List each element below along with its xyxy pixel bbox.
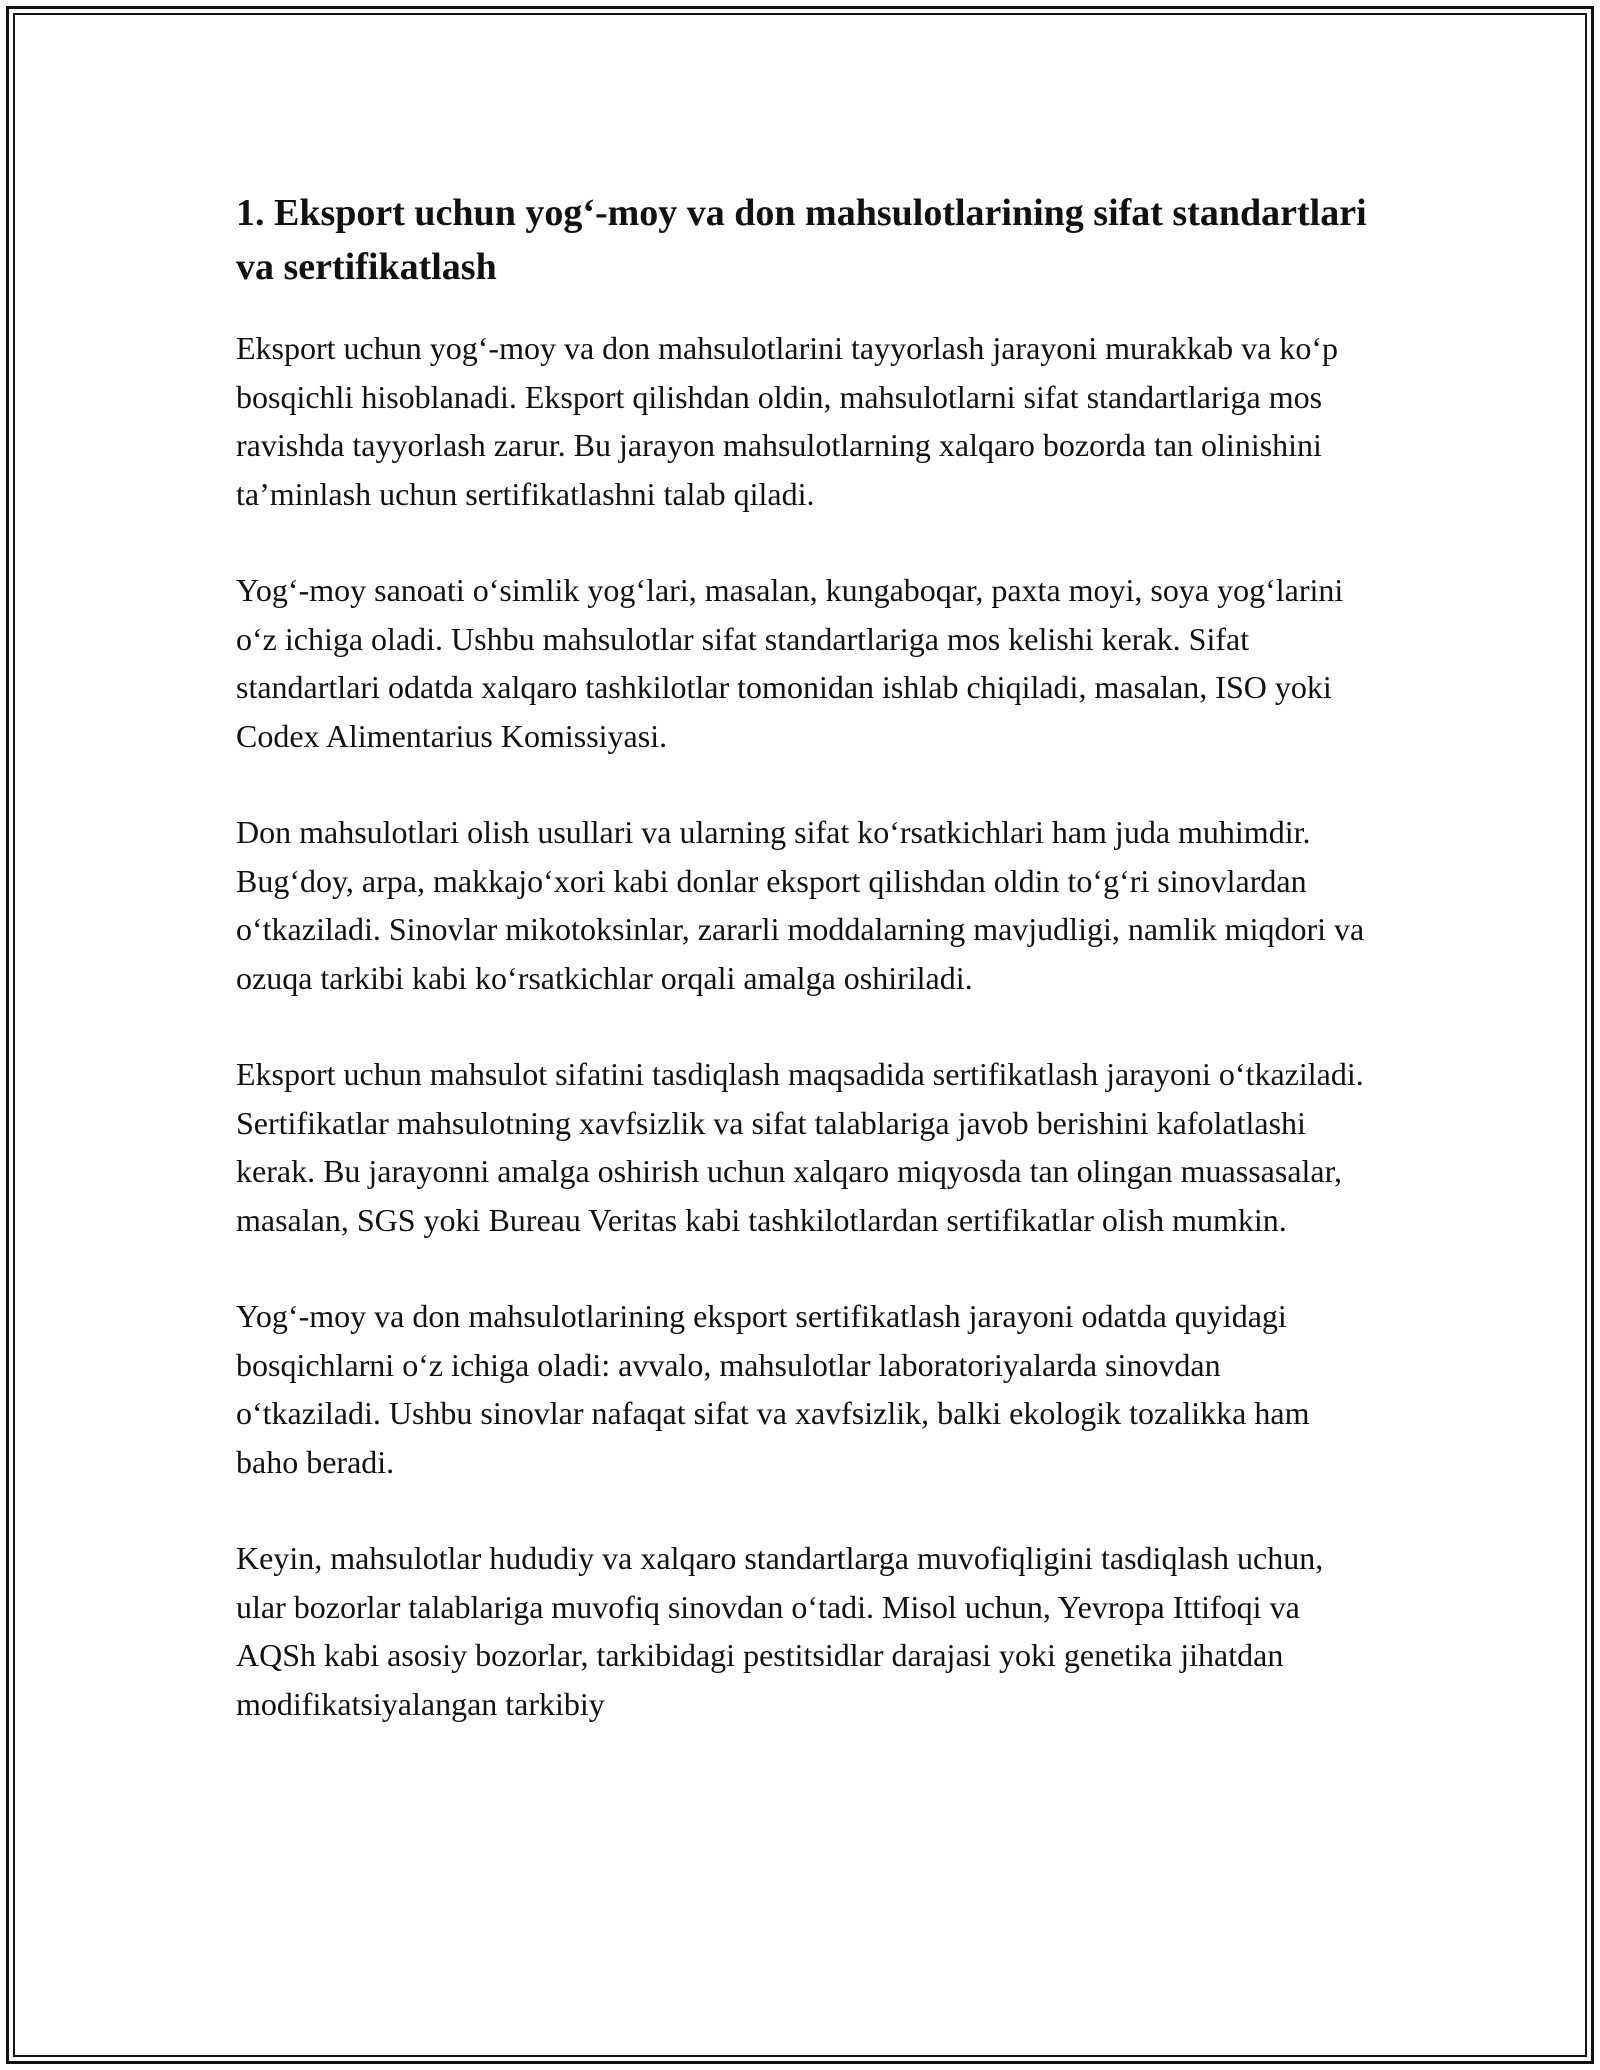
paragraph-5: Yog‘-moy va don mahsulotlarining eksport sertifikatlash jarayoni odatda quyidagi bosqichlarni o‘z ichiga oladi: avvalo, mahsulotlar laboratoriyalarda sinovdan o‘tkaziladi. Ushbu sinovlar nafaqat sifat va xavfsizlik, balki ekologik tozalikka ham baho beradi. <box>236 1298 1310 1480</box>
paragraph-3: Don mahsulotlari olish usullari va ularning sifat ko‘rsatkichlari ham juda muhimdir. Bug‘doy, arpa, makkajo‘xori kabi donlar eksport qilishdan oldin to‘g‘ri sinovlardan o‘tkaziladi. Sinovlar mikotoksinlar, zararli moddalarning mavjudligi, namlik miqdori va ozuqa tarkibi kabi ko‘rsatkichlar orqali amalga oshiriladi. <box>236 814 1365 996</box>
paragraph-2: Yog‘-moy sanoati o‘simlik yog‘lari, masalan, kungaboqar, paxta moyi, soya yog‘larini o‘z ichiga oladi. Ushbu mahsulotlar sifat standartlariga mos kelishi kerak. Sifat standartlari odatda xalqaro tashkilotlar tomonidan ishlab chiqiladi, masalan, ISO yoki Codex Alimentarius Komissiyasi. <box>236 572 1344 754</box>
paragraph-6: Keyin, mahsulotlar hududiy va xalqaro standartlarga muvofiqligini tasdiqlash uchun, ular bozorlar talablariga muvofiq sinovdan o‘tadi. Misol uchun, Yevropa Ittifoqi va AQSh kabi asosiy bozorlar, tarkibidagi pestitsidlar darajasi yoki genetika jihatdan modifikatsiyalangan tarkibiy <box>236 1540 1324 1722</box>
paragraph-1: Eksport uchun yog‘-moy va don mahsulotlarini tayyorlash jarayoni murakkab va ko‘p bosqichli hisoblanadi. Eksport qilishdan oldin, mahsulotlarni sifat standartlariga mos ravishda tayyorlash zarur. Bu jarayon mahsulotlarning xalqaro bozorda tan olinishini ta’minlash uchun sertifikatlashni talab qiladi. <box>236 330 1338 512</box>
paragraph-4: Eksport uchun mahsulot sifatini tasdiqlash maqsadida sertifikatlash jarayoni o‘tkaziladi. Sertifikatlar mahsulotning xavfsizlik va sifat talablariga javob berishini kafolatlashi kerak. Bu jarayonni amalga oshirish uchun xalqaro miqyosda tan olingan muassasalar, masalan, SGS yoki Bureau Veritas kabi tashkilotlardan sertifikatlar olish mumkin. <box>236 1056 1364 1238</box>
section-heading: 1. Eksport uchun yog‘-moy va don mahsulotlarining sifat standartlari va sertifikatlash <box>236 192 1367 288</box>
document-body <box>236 186 1371 1776</box>
